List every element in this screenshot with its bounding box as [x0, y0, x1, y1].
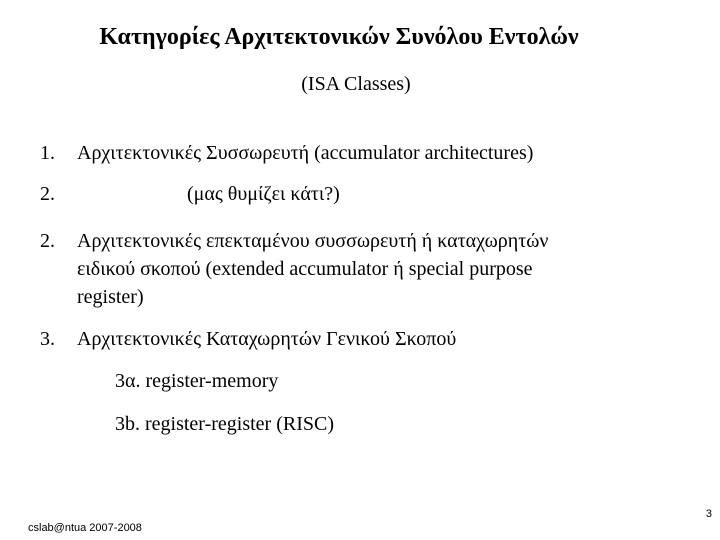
- list-item-text: (μας θυμίζει κάτι?): [187, 183, 340, 205]
- list-item-text: Αρχιτεκτονικές Καταχωρητών Γενικού Σκοπού: [77, 328, 457, 350]
- sub-item-register-memory: 3α. register-memory: [115, 370, 279, 392]
- page-number: 3: [705, 508, 712, 520]
- list-item-number: 2.: [40, 230, 55, 252]
- list-item-text: Αρχιτεκτονικές Συσσωρευτή (accumulator architectures): [77, 142, 534, 164]
- sub-item-register-register: 3b. register-register (RISC): [115, 413, 334, 435]
- list-item-number: 2.: [40, 183, 55, 205]
- footer-text: cslab@ntua 2007-2008: [28, 522, 142, 534]
- slide-subtitle: (ISA Classes): [301, 73, 411, 95]
- list-item-number: 1.: [40, 142, 55, 164]
- list-item-number: 3.: [40, 328, 55, 350]
- slide-title: Κατηγορίες Αρχιτεκτονικών Συνόλου Εντολών: [99, 24, 579, 50]
- list-item-text-line-1: Αρχιτεκτονικές επεκταμένου συσσωρευτή ή καταχωρητών: [77, 230, 549, 252]
- list-item-text-line-2: ειδικού σκοπού (extended accumulator ή special purpose: [77, 258, 533, 280]
- list-item-text-line-3: register): [77, 286, 144, 308]
